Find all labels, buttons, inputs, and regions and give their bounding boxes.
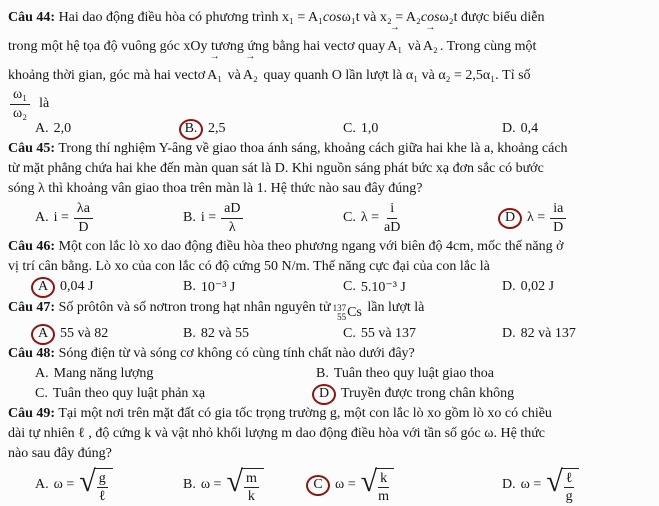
option-d-selected bbox=[316, 384, 514, 404]
text-segment: được biểu diễn bbox=[461, 10, 545, 25]
text-segment: A₂ bbox=[422, 39, 438, 54]
option-value: Mang năng lượng bbox=[53, 366, 154, 381]
option-b bbox=[183, 326, 343, 342]
formula-lhs: i = bbox=[53, 210, 69, 225]
option-c bbox=[35, 384, 316, 404]
text-segment: . Trong cùng một bbox=[439, 39, 537, 54]
cos-operator: cos bbox=[322, 10, 342, 25]
option-value: 10⁻³ J bbox=[200, 279, 236, 295]
question-48 bbox=[8, 344, 651, 404]
q48-line-1 bbox=[8, 344, 651, 364]
fraction bbox=[378, 471, 389, 505]
vector-arrow-icon: → bbox=[425, 22, 436, 33]
text-segment: A₂ bbox=[242, 68, 258, 83]
q45-line-3 bbox=[8, 179, 651, 199]
option-value: 82 và 137 bbox=[520, 326, 576, 341]
option-b-selected bbox=[183, 119, 343, 140]
text-segment: A₁ bbox=[387, 39, 403, 54]
fraction bbox=[97, 471, 108, 505]
question-label: Câu 47: bbox=[8, 300, 56, 315]
fraction bbox=[550, 201, 566, 235]
vector-A2 bbox=[242, 51, 258, 89]
text-segment: x₂ = A₂ bbox=[379, 10, 421, 25]
q46-line-2 bbox=[8, 257, 651, 277]
text-segment: khoảng thời gian, góc mà hai vectơ bbox=[8, 68, 206, 83]
mass-number: 137 bbox=[332, 303, 347, 313]
option-letter: B. bbox=[316, 366, 329, 381]
fraction-numerator: g bbox=[97, 471, 108, 488]
q46-options bbox=[8, 277, 651, 297]
text-segment: Một con lắc lò xo dao động điều hòa theo phương ngang với biên độ 4cm, mốc thế năng ở bbox=[58, 239, 564, 254]
fraction-numerator: i bbox=[387, 201, 397, 218]
answer-circle bbox=[498, 208, 522, 229]
vector-A1 bbox=[207, 51, 223, 89]
text-segment: ω₁t bbox=[341, 10, 360, 25]
fraction bbox=[384, 201, 400, 235]
formula-lhs: i = bbox=[200, 210, 217, 225]
fraction-denominator: m bbox=[378, 489, 390, 504]
radical-sign: √ bbox=[546, 464, 563, 498]
question-44 bbox=[8, 4, 651, 139]
option-letter: D bbox=[318, 385, 330, 401]
text-segment: lần lượt là bbox=[367, 300, 425, 315]
vector-arrow-icon: → bbox=[245, 51, 256, 62]
option-letter: A bbox=[37, 278, 49, 294]
radicand bbox=[241, 468, 264, 505]
formula-lhs: ω = bbox=[335, 477, 356, 492]
text-segment: và bbox=[407, 39, 421, 54]
radical-sign: √ bbox=[360, 464, 378, 498]
text-segment: ω₂t bbox=[439, 10, 458, 25]
text-segment: Hai dao động điều hòa có phương trình bbox=[58, 10, 279, 25]
text-segment: Tại một nơi trên mặt đất có gia tốc trọng trường g, một con lắc lò xo gồm lò xo có chiều bbox=[58, 406, 552, 421]
option-letter: D. bbox=[502, 477, 516, 492]
equation-x1 bbox=[282, 10, 360, 25]
radicand bbox=[94, 468, 113, 505]
fraction-denominator: ℓ bbox=[98, 489, 106, 504]
option-d bbox=[502, 121, 538, 137]
option-letter: D. bbox=[502, 279, 516, 294]
formula-lhs: λ = bbox=[360, 210, 380, 225]
text-segment: và bbox=[363, 10, 377, 25]
formula-lhs: ω = bbox=[200, 477, 222, 492]
option-letter: B. bbox=[184, 120, 198, 136]
question-49 bbox=[8, 404, 651, 506]
option-value: 0,02 J bbox=[520, 279, 555, 294]
option-letter: C. bbox=[35, 386, 48, 401]
q49-line-3 bbox=[8, 444, 651, 464]
q44-line-1 bbox=[8, 4, 651, 31]
fraction-denominator: aD bbox=[384, 219, 401, 235]
answer-circle bbox=[31, 277, 55, 298]
text-segment: A₁ bbox=[207, 68, 223, 83]
option-value: 2,5 bbox=[208, 121, 226, 136]
option-b bbox=[183, 201, 343, 235]
option-letter: A. bbox=[35, 210, 49, 225]
option-d-selected bbox=[502, 201, 566, 235]
nuclide-cs-137-55 bbox=[333, 302, 362, 324]
option-value: 2,0 bbox=[53, 121, 72, 136]
answer-circle bbox=[312, 384, 336, 405]
fraction-numerator: ℓ bbox=[564, 471, 575, 488]
square-root bbox=[226, 466, 263, 505]
q47-line-1 bbox=[8, 297, 651, 324]
option-letter: C. bbox=[343, 326, 356, 341]
option-letter: B. bbox=[183, 210, 196, 225]
text-segment: dài tự nhiên ℓ , độ cứng k và vật nhỏ khối lượng m dao động điều hòa với tần số góc ω. Hệ thức bbox=[8, 426, 545, 441]
nuclide-numbers bbox=[333, 304, 347, 322]
radicand bbox=[375, 468, 394, 505]
text-segment: quay quanh O lần lượt là α₁ và α₂ = 2,5α₁. Tỉ số bbox=[263, 68, 531, 83]
fraction bbox=[74, 201, 93, 235]
option-a bbox=[35, 364, 316, 384]
cos-operator: cos bbox=[420, 10, 440, 25]
question-label: Câu 46: bbox=[8, 239, 56, 254]
option-value: Tuân theo quy luật giao thoa bbox=[333, 366, 494, 381]
option-letter: B. bbox=[183, 279, 196, 294]
question-label: Câu 45: bbox=[8, 141, 56, 156]
element-symbol: Cs bbox=[347, 305, 362, 320]
text-segment: từ mặt phẳng chứa hai khe đến màn quan sát là D. Khi nguồn sáng phát bức xạ đơn sắc có bước bbox=[8, 161, 544, 176]
text-segment: vị trí cân bằng. Lò xo của con lắc có độ cứng 50 N/m. Thế năng cực đại của con lắc là bbox=[8, 259, 490, 274]
option-value: 55 và 137 bbox=[360, 326, 417, 341]
q44-options bbox=[8, 119, 651, 139]
radicand bbox=[561, 468, 580, 505]
option-value: 0,4 bbox=[520, 121, 539, 136]
option-a bbox=[35, 121, 183, 137]
question-45 bbox=[8, 139, 651, 237]
option-value: 55 và 82 bbox=[60, 326, 109, 341]
fraction-numerator: aD bbox=[221, 201, 243, 218]
option-value: Truyền được trong chân không bbox=[341, 386, 515, 401]
vector-arrow-icon: → bbox=[209, 51, 220, 62]
option-a-selected bbox=[35, 324, 183, 345]
option-c bbox=[343, 279, 502, 296]
option-d bbox=[502, 466, 579, 505]
question-label: Câu 49: bbox=[8, 406, 56, 421]
fraction-numerator: λa bbox=[74, 201, 93, 218]
option-letter: A. bbox=[35, 477, 49, 492]
q45-line-1 bbox=[8, 139, 651, 159]
text-segment: sóng λ thì khoảng vân giao thoa trên màn là 1. Hệ thức nào sau đây đúng? bbox=[8, 181, 423, 196]
option-d bbox=[502, 279, 554, 295]
answer-circle bbox=[179, 119, 203, 140]
option-a bbox=[35, 466, 183, 505]
q46-line-1 bbox=[8, 237, 651, 257]
fraction-numerator: ia bbox=[550, 201, 566, 218]
text-segment: là bbox=[39, 96, 50, 111]
text-segment: nào sau đây đúng? bbox=[8, 446, 112, 461]
formula-lhs: λ = bbox=[527, 210, 546, 225]
vector-A1 bbox=[387, 22, 403, 60]
square-root bbox=[79, 466, 112, 505]
option-letter: C. bbox=[343, 210, 356, 225]
fraction-denominator: ω₂ bbox=[13, 105, 28, 121]
option-letter: B. bbox=[183, 326, 196, 341]
option-c bbox=[343, 121, 502, 137]
question-label: Câu 48: bbox=[8, 346, 56, 361]
option-value: 5.10⁻³ J bbox=[360, 279, 406, 295]
text-segment: và bbox=[227, 68, 241, 83]
option-c bbox=[343, 201, 502, 235]
option-d bbox=[502, 326, 576, 342]
formula-lhs: ω = bbox=[53, 477, 75, 492]
answer-circle bbox=[31, 324, 55, 345]
q44-line-2 bbox=[8, 22, 651, 60]
option-letter: A. bbox=[35, 366, 49, 381]
fraction-omega-ratio bbox=[10, 87, 30, 121]
option-letter: D. bbox=[502, 121, 516, 136]
q44-ratio-line bbox=[8, 89, 651, 119]
option-letter: A. bbox=[35, 121, 49, 136]
option-letter: B. bbox=[183, 477, 196, 492]
option-value: 1,0 bbox=[360, 121, 379, 136]
option-letter: D bbox=[504, 209, 516, 225]
fraction bbox=[221, 201, 243, 235]
q49-options bbox=[8, 464, 651, 506]
fraction bbox=[244, 471, 259, 505]
vector-A2 bbox=[422, 22, 438, 60]
option-b bbox=[183, 279, 343, 296]
question-46 bbox=[8, 237, 651, 297]
option-letter: A bbox=[37, 325, 49, 341]
fraction bbox=[564, 471, 575, 505]
text-segment: trong một hệ tọa độ vuông góc xOy tương ứng bằng hai vectơ quay bbox=[8, 39, 386, 54]
option-b bbox=[183, 466, 310, 505]
q48-options-row-2 bbox=[8, 384, 651, 404]
radical-sign: √ bbox=[226, 464, 243, 498]
q45-line-2 bbox=[8, 159, 651, 179]
text-segment: Trong thí nghiệm Y-âng về giao thoa ánh sáng, khoảng cách giữa hai khe là a, khoảng cách bbox=[58, 141, 568, 156]
q49-line-2 bbox=[8, 424, 651, 444]
q44-line-3 bbox=[8, 51, 651, 89]
q45-options bbox=[8, 199, 651, 237]
text-segment: Số prôtôn và số nơtron trong hạt nhân nguyên tử bbox=[58, 300, 331, 315]
q47-options bbox=[8, 324, 651, 344]
answer-circle bbox=[306, 475, 330, 496]
vector-arrow-icon: → bbox=[389, 22, 400, 33]
option-letter: C. bbox=[343, 121, 356, 136]
option-value: 82 và 55 bbox=[200, 326, 250, 341]
text-segment: x₁ = A₁ bbox=[281, 10, 323, 25]
option-letter: C. bbox=[343, 279, 356, 294]
formula-lhs: ω = bbox=[520, 477, 542, 492]
option-b bbox=[316, 364, 494, 384]
square-root bbox=[546, 466, 579, 505]
fraction-denominator: D bbox=[553, 219, 564, 235]
option-a-selected bbox=[35, 277, 183, 298]
fraction-denominator: λ bbox=[228, 219, 236, 235]
option-letter: D. bbox=[502, 326, 516, 341]
option-c-selected bbox=[310, 466, 502, 505]
fraction-denominator: D bbox=[78, 219, 89, 235]
q49-line-1 bbox=[8, 404, 651, 424]
radical-sign: √ bbox=[79, 464, 96, 498]
option-a bbox=[35, 201, 183, 235]
fraction-numerator: k bbox=[378, 471, 389, 488]
option-value: 0,04 J bbox=[60, 279, 94, 294]
fraction-numerator: m bbox=[244, 471, 259, 488]
option-letter: C bbox=[313, 476, 323, 492]
question-label: Câu 44: bbox=[8, 10, 56, 25]
fraction-denominator: g bbox=[565, 489, 573, 504]
text-segment: Sóng điện từ và sóng cơ không có cùng tính chất nào dưới đây? bbox=[58, 346, 415, 361]
fraction-denominator: k bbox=[247, 489, 255, 504]
option-value: Tuân theo quy luật phản xạ bbox=[52, 386, 206, 401]
fraction-numerator: ω₁ bbox=[10, 87, 30, 104]
q48-options-row-1 bbox=[8, 364, 651, 384]
option-c bbox=[343, 326, 502, 342]
square-root bbox=[361, 466, 394, 505]
atomic-number: 55 bbox=[337, 312, 347, 322]
question-47 bbox=[8, 297, 651, 344]
